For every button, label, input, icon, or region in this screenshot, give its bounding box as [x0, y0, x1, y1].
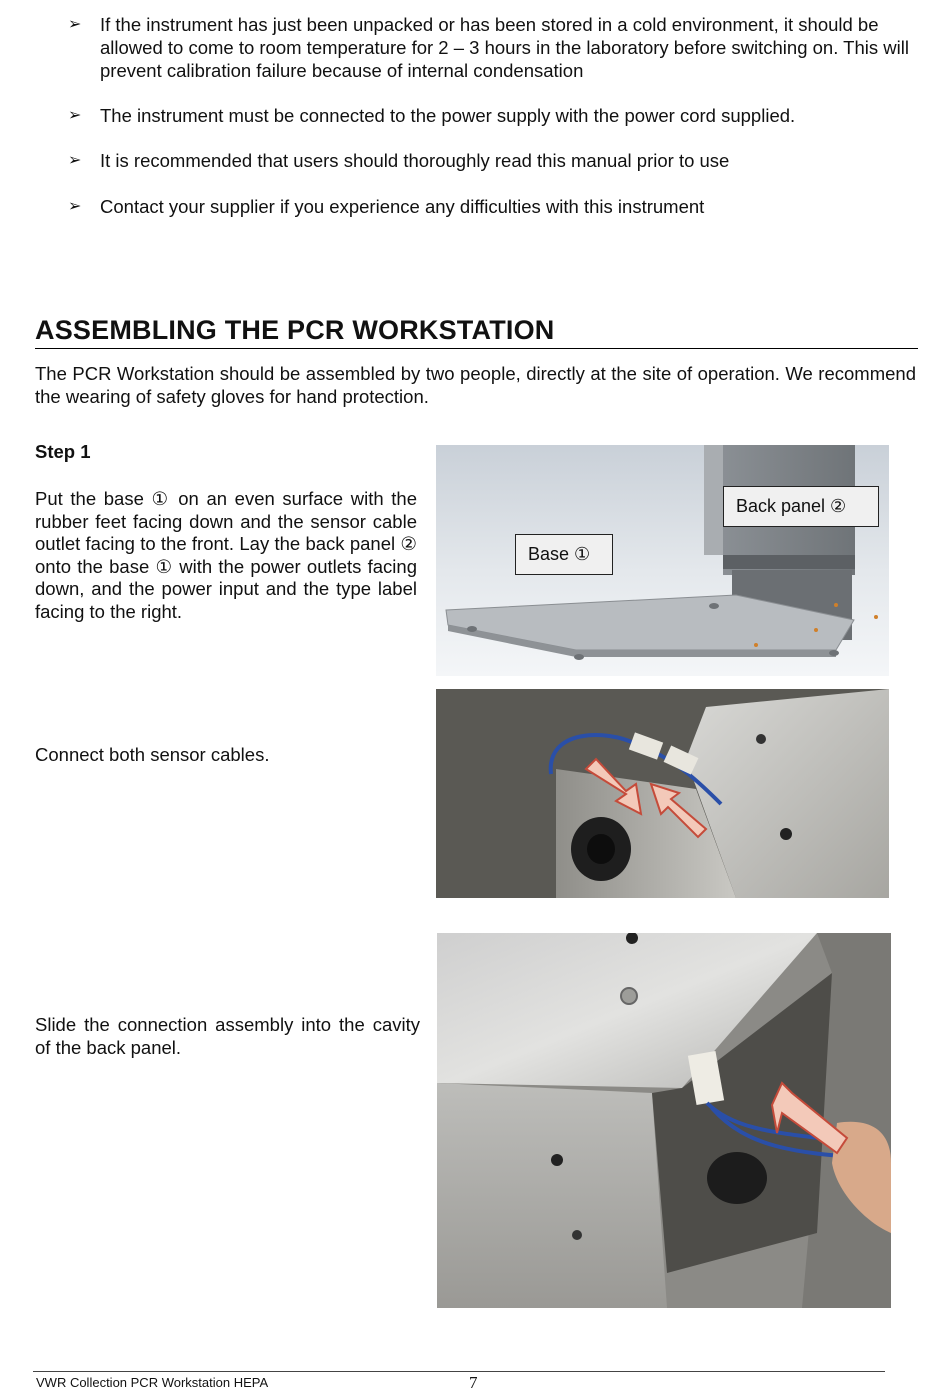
page-number: 7: [469, 1373, 478, 1392]
cad-render-graphic: [436, 445, 889, 676]
bullet-text: It is recommended that users should thoroughly read this manual prior to use: [100, 150, 730, 171]
bullet-item: [68, 149, 913, 172]
sensor-cable-photo-graphic: [436, 689, 889, 898]
back-panel-label: Back panel ②: [723, 486, 879, 527]
bullet-item: [68, 104, 913, 127]
arrow-bullet-icon: ➢: [68, 16, 82, 33]
bullet-text: If the instrument has just been unpacked or has been stored in a cold environment, it should be allowed to come to room temperature for 2 – 3 hours in the laboratory before switching on. This will prevent calibration failure because of internal condensation: [100, 14, 909, 81]
sensor-cables-photo: [436, 689, 889, 898]
connection-assembly-photo-graphic: [437, 933, 891, 1308]
step1-text: Put the base ① on an even surface with the rubber feet facing down and the sensor cable outlet facing to the front. Lay the back panel ② onto the base ① with the power outlets facing down, and the power input and the type label facing to the right.: [35, 488, 417, 622]
step3-text: Slide the connection assembly into the cavity of the back panel.: [35, 1014, 420, 1058]
section-heading: ASSEMBLING THE PCR WORKSTATION: [35, 315, 918, 349]
bullet-item: [68, 13, 913, 82]
section-intro: The PCR Workstation should be assembled by two people, directly at the site of operation. We recommend the wearing of safety gloves for hand protection.: [35, 363, 916, 407]
step-title: Step 1: [35, 441, 91, 462]
arrow-bullet-icon: ➢: [68, 152, 82, 169]
connection-assembly-photo: [437, 933, 891, 1308]
base-label: Base ①: [515, 534, 613, 575]
base-backpanel-illustration: [436, 445, 889, 676]
bullet-text: Contact your supplier if you experience any difficulties with this instrument: [100, 196, 705, 217]
step2-text: Connect both sensor cables.: [35, 744, 270, 765]
footer-divider: [33, 1371, 885, 1372]
bullet-text: The instrument must be connected to the power supply with the power cord supplied.: [100, 105, 796, 126]
arrow-bullet-icon: ➢: [68, 198, 82, 215]
arrow-bullet-icon: ➢: [68, 107, 82, 124]
footer-title: VWR Collection PCR Workstation HEPA: [36, 1375, 269, 1390]
bullet-item: [68, 195, 913, 218]
